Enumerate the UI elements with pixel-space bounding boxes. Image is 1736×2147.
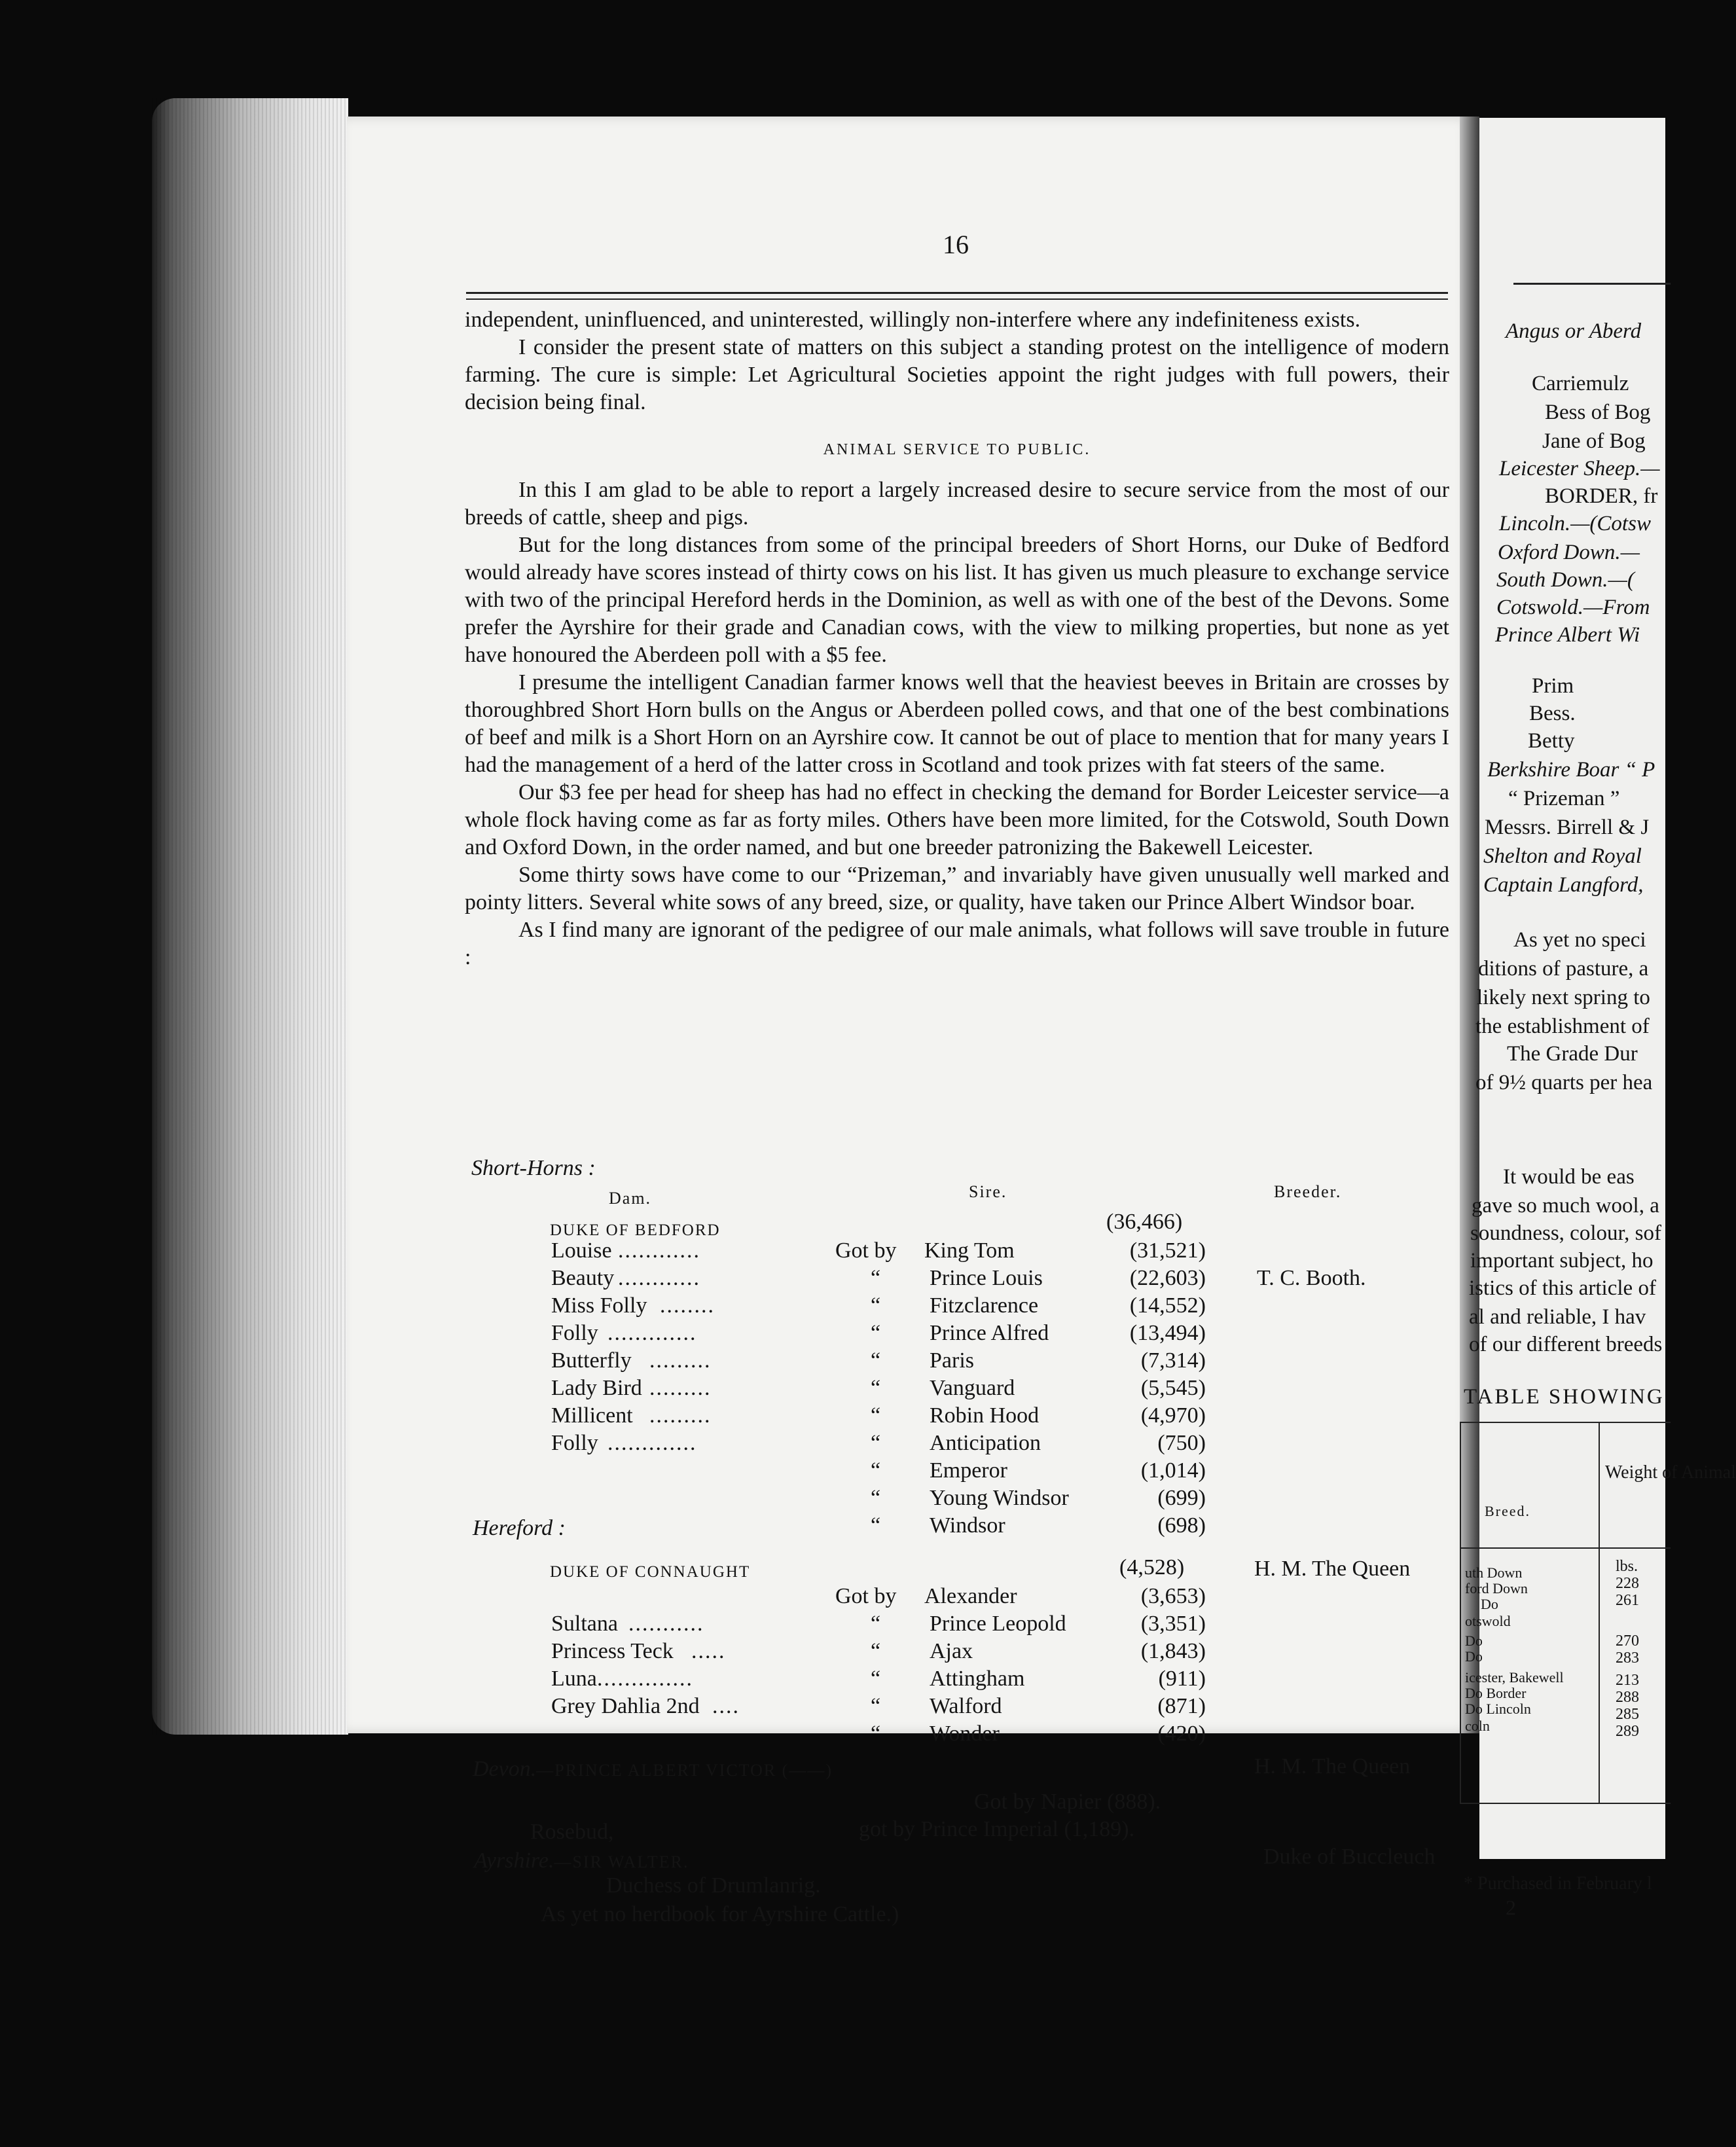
dam-name: Folly <box>551 1431 598 1455</box>
body-text <box>465 306 1449 971</box>
got-by: “ <box>871 1722 881 1746</box>
got-by: Got by <box>835 1238 897 1263</box>
sire-number: (22,603) <box>1129 1266 1206 1290</box>
intro-paragraph: I consider the present state of matters on this subject a standing protest on the intelligence of modern farming. The cure is simple: Let Agricultural Societies appoint the right judges with full powers, their decision being final. <box>465 335 1449 414</box>
dot-leader: ............. <box>607 1321 697 1345</box>
bull-number: (36,466) <box>1106 1210 1183 1234</box>
dam-name: Grey Dahlia 2nd <box>551 1694 700 1718</box>
col-header-dam: Dam. <box>609 1189 652 1208</box>
right-line: As yet no speci <box>1513 928 1646 952</box>
paragraph: Our $3 fee per head for sheep has had no effect in checking the demand for Border Leicester service—a whole flock having come as far as forty miles. Others have been more limited, for the Cotswold, South Down and Oxford Down, in the order named, and but one breeder patronizing the Bakewell Leicester. <box>465 780 1449 859</box>
devon-entry <box>473 1757 833 1782</box>
rosebud-dam: Rosebud, <box>530 1820 614 1844</box>
sire-number: (7,314) <box>1140 1348 1206 1373</box>
sire-name: Fitzclarence <box>930 1293 1039 1318</box>
sire-name: Wonder <box>930 1722 1000 1746</box>
right-line: likely next spring to <box>1477 986 1650 1009</box>
bull-name: DUKE OF CONNAUGHT <box>550 1563 751 1581</box>
sire-number: (31,521) <box>1129 1238 1206 1263</box>
sire-name: Paris <box>930 1348 974 1373</box>
dot-leader: ............ <box>618 1266 700 1290</box>
got-by: Got by <box>835 1584 897 1608</box>
right-line: important subject, ho <box>1470 1249 1654 1272</box>
right-line: It would be eas <box>1503 1165 1635 1189</box>
table-breed: otswold <box>1465 1613 1511 1629</box>
dot-leader: ........... <box>628 1612 704 1636</box>
right-line: Carriemulz <box>1532 372 1629 395</box>
right-line: the establishment of <box>1475 1015 1650 1038</box>
right-line: “ Prizeman ” <box>1508 787 1620 810</box>
devon-label: Devon. <box>473 1757 537 1781</box>
sire-name: Prince Louis <box>930 1266 1043 1290</box>
table-unit: lbs. <box>1616 1558 1638 1575</box>
right-line: Betty <box>1528 729 1575 753</box>
paragraph: I presume the intelligent Canadian farmer knows well that the heaviest beeves in Britain are crosses by thoroughbred Short Horn bulls on the Angus or Aberdeen polled cows, and that one of the best combinations of beef and milk is a Short Horn on an Ayrshire cow. It cannot be out of place to mention that for many years I had the management of a herd of the latter cross in Scotland and took prizes with fat steers of the same. <box>465 670 1449 777</box>
table-weight: 261 <box>1616 1592 1639 1609</box>
table-weight: 288 <box>1616 1689 1639 1706</box>
dam-name: Folly <box>551 1321 598 1345</box>
got-by: “ <box>871 1431 881 1455</box>
sire-name: Vanguard <box>930 1376 1015 1400</box>
got-by: “ <box>871 1348 881 1373</box>
right-table-title: TABLE SHOWING <box>1464 1385 1665 1409</box>
col-header-sire: Sire. <box>969 1182 1007 1201</box>
right-line: Cotswold.—From <box>1496 596 1650 619</box>
got-by: “ <box>871 1321 881 1345</box>
table-breed: Do <box>1465 1633 1483 1649</box>
table-weight: 285 <box>1616 1706 1639 1723</box>
got-by: “ <box>871 1293 881 1318</box>
right-line: of 9½ quarts per hea <box>1475 1071 1653 1094</box>
right-line: The Grade Dur <box>1507 1042 1638 1066</box>
bull-number: (4,528) <box>1119 1555 1185 1579</box>
bull-name: —PRINCE ALBERT VICTOR (——) <box>536 1761 833 1780</box>
right-line: Lincoln.—(Cotsw <box>1499 512 1651 535</box>
intro-paragraph: independent, uninfluenced, and uninterested, willingly non-interfere where any indefiniteness exists. <box>465 308 1361 332</box>
dot-leader: ......... <box>649 1403 712 1428</box>
sire-number: (911) <box>1158 1667 1206 1691</box>
sire-name: Walford <box>930 1694 1002 1718</box>
got-by: “ <box>871 1639 881 1663</box>
sire-name: Robin Hood <box>930 1403 1040 1428</box>
sire-name: Anticipation <box>930 1431 1041 1455</box>
right-line: Prince Albert Wi <box>1495 623 1640 647</box>
col-header-breeder: Breeder. <box>1274 1182 1342 1201</box>
right-line: Berkshire Boar “ P <box>1487 758 1655 782</box>
right-line: Jane of Bog <box>1542 429 1646 453</box>
sire-name: Emperor <box>930 1458 1007 1483</box>
right-line: ditions of pasture, a <box>1478 957 1649 981</box>
table-breed: Do <box>1481 1596 1498 1612</box>
table-header-breed: Breed. <box>1485 1503 1531 1519</box>
table-breed: Do Border <box>1465 1685 1527 1701</box>
table-breed: coln <box>1465 1718 1490 1734</box>
breeder: H. M. The Queen <box>1254 1557 1411 1581</box>
sire-name: Prince Alfred <box>930 1321 1049 1345</box>
book-edge <box>152 98 348 1735</box>
right-line: Bess. <box>1529 702 1576 725</box>
got-by: “ <box>871 1694 881 1718</box>
dam-name: Luna <box>551 1667 597 1691</box>
sire-number: (750) <box>1157 1431 1206 1455</box>
table-weight: 228 <box>1616 1575 1639 1592</box>
right-line: Bess of Bog <box>1545 401 1651 424</box>
dam-name: Lady Bird <box>551 1376 642 1400</box>
sire-name: Alexander <box>924 1584 1017 1608</box>
got-by: “ <box>871 1513 881 1538</box>
dot-leader: .............. <box>597 1667 693 1691</box>
dot-leader: ......... <box>649 1376 712 1400</box>
ayrshire-label: Ayrshire. <box>474 1849 554 1873</box>
got-by: “ <box>871 1403 881 1428</box>
table-breed: Do <box>1465 1648 1483 1665</box>
page-number: 16 <box>943 230 969 259</box>
got-by: “ <box>871 1266 881 1290</box>
sire-number: (1,843) <box>1140 1639 1206 1663</box>
dot-leader: ............. <box>607 1431 697 1455</box>
got-by: “ <box>871 1376 881 1400</box>
right-weight-table <box>1460 1422 1736 1804</box>
right-footnote-page: 2 <box>1506 1896 1516 1919</box>
sire-number: (3,351) <box>1140 1612 1206 1636</box>
dam-name: Princess Teck <box>551 1639 674 1663</box>
dot-leader: ......... <box>649 1348 712 1373</box>
table-weight: 213 <box>1616 1672 1639 1689</box>
table-breed: icester, Bakewell <box>1465 1669 1564 1686</box>
sire-name: Ajax <box>930 1639 973 1663</box>
ayrshire-entry <box>474 1849 689 1873</box>
dot-leader: ............ <box>618 1238 700 1263</box>
right-line: BORDER, fr <box>1545 484 1658 508</box>
dam-name: Miss Folly <box>551 1293 647 1318</box>
right-line: gave so much wool, a <box>1472 1194 1659 1218</box>
bull-name: —SIR WALTER. <box>554 1852 689 1871</box>
devon-sire: Got by Napier (888). <box>974 1790 1161 1814</box>
table-weight: 270 <box>1616 1633 1639 1650</box>
sire-name: Prince Leopold <box>930 1612 1066 1636</box>
right-line: al and reliable, I hav <box>1469 1305 1646 1329</box>
table-breed: Do Lincoln <box>1465 1701 1531 1717</box>
paragraph: In this I am glad to be able to report a largely increased desire to secure service from the most of our breeds of cattle, sheep and pigs. <box>465 478 1449 530</box>
sire-name: Attingham <box>930 1667 1025 1691</box>
right-line: istics of this article of <box>1469 1276 1656 1300</box>
paragraph: Some thirty sows have come to our “Prizeman,” and invariably have given unusually well marked and pointy litters. Several white sows of any breed, size, or quality, have taken our Prince Albert Windsor boar. <box>465 863 1449 914</box>
dam-name: Louise <box>551 1238 612 1263</box>
breeder: H. M. The Queen <box>1254 1754 1411 1778</box>
dot-leader: ..... <box>691 1639 726 1663</box>
sire-number: (5,545) <box>1140 1376 1206 1400</box>
sire-number: (3,653) <box>1140 1584 1206 1608</box>
sire-number: (699) <box>1157 1486 1206 1510</box>
ayrshire-note: As yet no herdbook for Ayrshire Cattle.) <box>541 1902 899 1926</box>
right-line: Leicester Sheep.— <box>1499 457 1660 480</box>
sire-name: King Tom <box>924 1238 1015 1263</box>
sire-number: (4,970) <box>1140 1403 1206 1428</box>
dam-name: Sultana <box>551 1612 618 1636</box>
right-line: Angus or Aberd <box>1506 319 1642 343</box>
table-breed: ford Down <box>1465 1580 1528 1597</box>
sire-number: (14,552) <box>1129 1293 1206 1318</box>
right-line: South Down.—( <box>1496 568 1635 592</box>
sire-name: Young Windsor <box>930 1486 1069 1510</box>
sire-number: (698) <box>1157 1513 1206 1538</box>
header-rule <box>466 292 1448 294</box>
right-line: Captain Langford, <box>1483 873 1644 897</box>
rosebud-sire: got by Prince Imperial (1,189). <box>859 1817 1135 1841</box>
got-by: “ <box>871 1612 881 1636</box>
bull-name: DUKE OF BEDFORD <box>550 1221 721 1239</box>
table-weight: 289 <box>1616 1723 1639 1740</box>
sire-number: (420) <box>1157 1722 1206 1746</box>
right-page-rule <box>1513 283 1671 285</box>
ayrshire-dam: Duchess of Drumlanrig. <box>606 1873 821 1898</box>
hereford-label: Hereford : <box>473 1516 566 1540</box>
dam-name: Butterfly <box>551 1348 632 1373</box>
right-line: of our different breeds <box>1469 1333 1663 1356</box>
right-footnote: * Purchased in February l <box>1464 1873 1652 1894</box>
got-by: “ <box>871 1458 881 1483</box>
right-line: soundness, colour, sof <box>1470 1221 1661 1245</box>
right-line: Messrs. Birrell & J <box>1485 816 1650 839</box>
breeder: Duke of Buccleuch <box>1263 1845 1436 1869</box>
dam-name: Beauty <box>551 1266 615 1290</box>
right-line: Oxford Down.— <box>1498 541 1640 564</box>
breeder: T. C. Booth. <box>1257 1266 1366 1290</box>
sire-number: (871) <box>1157 1694 1206 1718</box>
got-by: “ <box>871 1667 881 1691</box>
dot-leader: .... <box>712 1694 740 1718</box>
dam-name: Millicent <box>551 1403 633 1428</box>
dot-leader: ........ <box>660 1293 715 1318</box>
sire-number: (1,014) <box>1140 1458 1206 1483</box>
short-horns-label: Short-Horns : <box>471 1156 596 1180</box>
paragraph: But for the long distances from some of the principal breeders of Short Horns, our Duke of Bedford would already have scores instead of thirty cows on his list. It has given us much pleasure to exchange service with two of the principal Hereford herds in the Dominion, as well as with one of the best of the Devons. Some prefer the Ayrshire for their grade and Canadian cows, with the view to milking properties, but none as yet have honoured the Aberdeen poll with a $5 fee. <box>465 533 1449 667</box>
table-weight: 283 <box>1616 1650 1639 1667</box>
sire-number: (13,494) <box>1129 1321 1206 1345</box>
table-breed: uth Down <box>1465 1564 1523 1581</box>
table-header-weight: Weight of Animal <box>1605 1462 1736 1483</box>
right-line: Prim <box>1532 674 1574 698</box>
paragraph: As I find many are ignorant of the pedigree of our male animals, what follows will save trouble in future : <box>465 918 1449 969</box>
section-heading: ANIMAL SERVICE TO PUBLIC. <box>823 441 1091 458</box>
right-line: Shelton and Royal <box>1483 844 1642 868</box>
sire-name: Windsor <box>930 1513 1005 1538</box>
header-rule <box>466 298 1448 300</box>
got-by: “ <box>871 1486 881 1510</box>
